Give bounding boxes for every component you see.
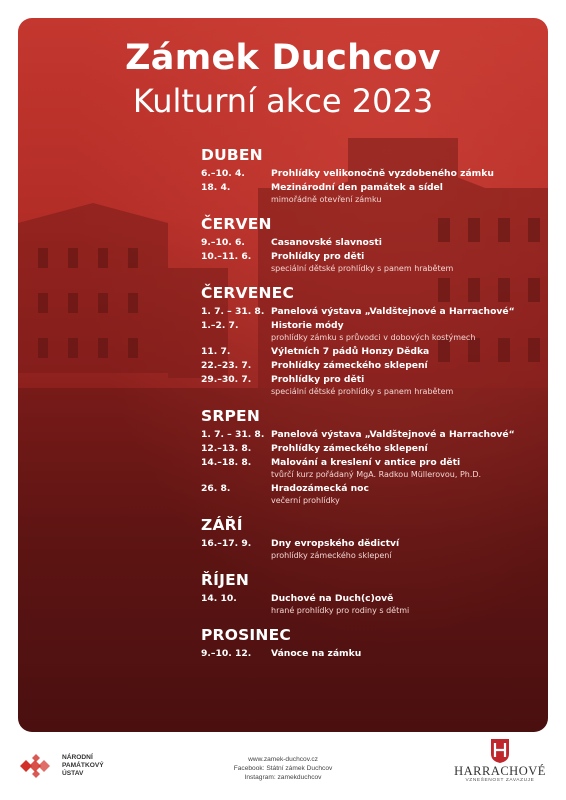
month-heading: SRPEN [201, 407, 261, 425]
event-note: mimořádně otevření zámku [271, 195, 382, 204]
event-date: 11. 7. [201, 346, 231, 357]
event-title: Malování a kreslení v antice pro děti [271, 457, 461, 468]
event-item [201, 482, 541, 508]
event-item [201, 373, 541, 399]
events-program [201, 146, 541, 669]
event-title: Historie módy [271, 320, 344, 331]
poster-subtitle: Kulturní akce 2023 [132, 82, 434, 120]
month-heading: PROSINEC [201, 626, 291, 644]
event-item [201, 456, 541, 482]
month-rijen [201, 571, 541, 618]
event-date: 9.–10. 6. [201, 237, 245, 248]
event-title: Hradozámecká noc [271, 483, 369, 494]
event-date: 14.–18. 8. [201, 457, 252, 468]
event-title: Casanovské slavnosti [271, 237, 382, 248]
npu-line: ÚSTAV [62, 770, 84, 777]
event-note: speciální dětské prohlídky s panem hrabětem [271, 264, 454, 273]
event-date: 10.–11. 6. [201, 251, 252, 262]
event-title: Prohlídky pro děti [271, 251, 365, 262]
event-note: prohlídky zámku s průvodci v dobových kostýmech [271, 333, 476, 342]
event-date: 16.–17. 9. [201, 538, 252, 549]
event-item [201, 250, 541, 276]
event-item [201, 305, 541, 319]
event-date: 9.–10. 12. [201, 648, 252, 659]
event-note: tvůrčí kurz pořádaný MgA. Radkou Müllerovou, Ph.D. [271, 470, 482, 479]
event-title: Výletních 7 pádů Honzy Dědka [271, 346, 430, 357]
event-title: Panelová výstava „Valdštejnové a Harrachové“ [271, 306, 515, 317]
event-item [201, 359, 541, 373]
event-date: 1. 7. – 31. 8. [201, 306, 265, 317]
month-zari [201, 516, 541, 563]
event-item [201, 319, 541, 345]
footer [0, 732, 566, 800]
month-prosinec [201, 626, 541, 661]
month-heading: ČERVEN [201, 215, 272, 233]
event-item [201, 592, 541, 618]
event-date: 12.–13. 8. [201, 443, 252, 454]
event-item [201, 442, 541, 456]
event-title: Mezinárodní den památek a sídel [271, 182, 443, 193]
event-date: 1.–2. 7. [201, 320, 239, 331]
event-date: 26. 8. [201, 483, 231, 494]
event-note: hrané prohlídky pro rodiny s dětmi [271, 606, 410, 615]
event-title: Vánoce na zámku [271, 648, 362, 659]
event-item [201, 537, 541, 563]
event-date: 1. 7. – 31. 8. [201, 429, 265, 440]
month-srpen [201, 407, 541, 508]
event-title: Duchové na Duch(c)ově [271, 593, 394, 604]
event-date: 22.–23. 7. [201, 360, 252, 371]
month-heading: DUBEN [201, 146, 263, 164]
event-date: 6.–10. 4. [201, 168, 245, 179]
event-item [201, 647, 541, 661]
event-title: Prohlídky zámeckého sklepení [271, 360, 428, 371]
month-cervenec [201, 284, 541, 399]
month-heading: ČERVENEC [201, 284, 295, 302]
harrach-name: HARRACHOVÉ [454, 764, 546, 778]
event-item [201, 236, 541, 250]
poster-title: Zámek Duchcov [125, 38, 441, 78]
event-date: 29.–30. 7. [201, 374, 252, 385]
event-date: 18. 4. [201, 182, 231, 193]
month-heading: ŘÍJEN [201, 571, 250, 589]
instagram-link[interactable]: Instagram: zamekduchcov [244, 774, 322, 781]
event-title: Prohlídky velikonočně vyzdobeného zámku [271, 168, 494, 179]
event-item [201, 428, 541, 442]
npu-line: PAMÁTKOVÝ [62, 762, 104, 769]
poster [18, 18, 548, 732]
month-heading: ZÁŘÍ [201, 516, 243, 534]
event-title: Dny evropského dědictví [271, 538, 400, 549]
event-item [201, 167, 541, 181]
event-item [201, 181, 541, 207]
event-title: Prohlídky zámeckého sklepení [271, 443, 428, 454]
npu-line: NÁRODNÍ [62, 754, 93, 761]
event-item [201, 345, 541, 359]
month-duben [201, 146, 541, 207]
website-link[interactable]: www.zamek-duchcov.cz [248, 756, 318, 763]
event-title: Prohlídky pro děti [271, 374, 365, 385]
harrach-brand [450, 738, 550, 783]
facebook-link[interactable]: Facebook: Státní zámek Duchcov [233, 765, 333, 772]
event-note: prohlídky zámeckého sklepení [271, 551, 392, 560]
harrach-tagline: VZNEŠENOST ZAVAZUJE [465, 778, 535, 783]
harrach-crest-icon [489, 738, 511, 764]
event-note: večerní prohlídky [271, 496, 340, 505]
month-cerven [201, 215, 541, 276]
event-title: Panelová výstava „Valdštejnové a Harrachové“ [271, 429, 515, 440]
event-note: speciální dětské prohlídky s panem hrabětem [271, 387, 454, 396]
event-date: 14. 10. [201, 593, 237, 604]
